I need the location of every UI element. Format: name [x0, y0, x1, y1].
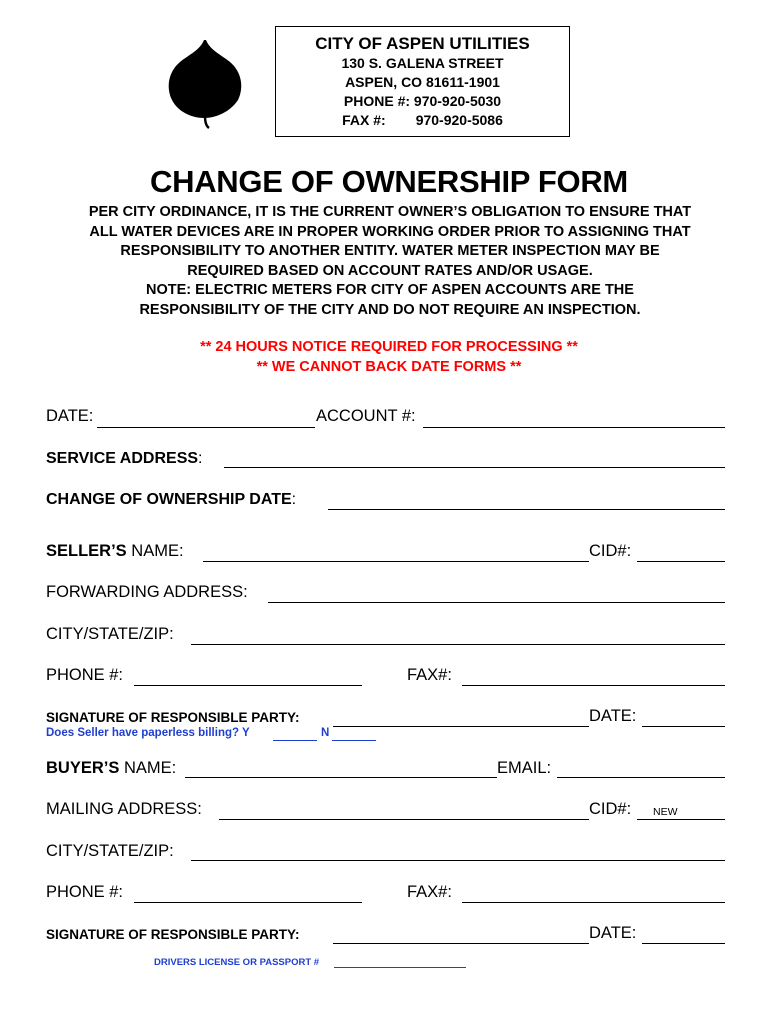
- seller-signature-field[interactable]: [333, 726, 589, 727]
- fax-label: FAX #:: [342, 112, 386, 128]
- service-address-field[interactable]: [224, 467, 725, 468]
- seller-phone-field[interactable]: [134, 685, 362, 686]
- buyer-name-label: [46, 759, 176, 778]
- account-label: ACCOUNT #:: [316, 407, 416, 425]
- buyer-signature-field[interactable]: [333, 943, 589, 944]
- notice-24-hours: ** 24 HOURS NOTICE REQUIRED FOR PROCESSING **: [200, 339, 578, 355]
- buyer-sig-date-label: DATE:: [589, 924, 637, 942]
- fax-number: 970-920-5086: [415, 112, 503, 128]
- buyer-email-label: EMAIL:: [497, 759, 552, 777]
- buyer-name-text: NAME:: [119, 759, 177, 777]
- paperless-yes-field[interactable]: [273, 740, 317, 741]
- buyer-cid-value: NEW: [653, 806, 678, 818]
- date-label: DATE:: [46, 407, 94, 425]
- seller-sig-date-label: DATE:: [589, 707, 637, 725]
- paperless-n-label: N: [321, 727, 330, 739]
- ordinance-line: REQUIRED BASED ON ACCOUNT RATES AND/OR USAGE.: [187, 262, 593, 279]
- seller-city-field[interactable]: [191, 644, 725, 645]
- mailing-address-label: MAILING ADDRESS:: [46, 800, 202, 818]
- buyer-label-bold: BUYER’S: [46, 759, 120, 777]
- forwarding-address-label: FORWARDING ADDRESS:: [46, 583, 248, 601]
- seller-name-text: NAME:: [126, 542, 184, 560]
- service-address-colon: :: [198, 450, 203, 467]
- seller-city-label: CITY/STATE/ZIP:: [46, 625, 174, 643]
- ordinance-line: RESPONSIBILITY TO ANOTHER ENTITY. WATER METER INSPECTION MAY BE: [120, 243, 660, 259]
- notice-no-backdate: ** WE CANNOT BACK DATE FORMS **: [256, 358, 522, 375]
- seller-phone-label: PHONE #:: [46, 666, 124, 684]
- buyer-name-field[interactable]: [185, 777, 497, 778]
- ordinance-text: [40, 203, 740, 320]
- aspen-leaf-icon: [160, 38, 250, 130]
- paperless-question: Does Seller have paperless billing? Y: [46, 727, 250, 739]
- forwarding-address-field[interactable]: [268, 602, 725, 603]
- ordinance-line: RESPONSIBILITY OF THE CITY AND DO NOT REQUIRE AN INSPECTION.: [139, 301, 641, 318]
- seller-label-bold: SELLER’S: [46, 542, 127, 560]
- license-label: DRIVERS LICENSE OR PASSPORT #: [154, 957, 320, 968]
- change-date-field[interactable]: [328, 509, 725, 510]
- buyer-city-label: CITY/STATE/ZIP:: [46, 842, 174, 860]
- ordinance-line: PER CITY ORDINANCE, IT IS THE CURRENT OWNER’S OBLIGATION TO ENSURE THAT: [88, 204, 692, 220]
- change-date-label: [46, 491, 296, 509]
- mailing-address-field[interactable]: [219, 819, 589, 820]
- buyer-city-field[interactable]: [191, 860, 725, 861]
- fax-line: [276, 111, 569, 130]
- change-date-colon: :: [291, 491, 297, 508]
- service-address-text: SERVICE ADDRESS: [46, 450, 199, 467]
- license-field[interactable]: [334, 967, 466, 968]
- seller-name-label: [46, 542, 184, 561]
- buyer-signature-label: SIGNATURE OF RESPONSIBLE PARTY:: [46, 927, 300, 942]
- ordinance-line: ALL WATER DEVICES ARE IN PROPER WORKING ORDER PRIOR TO ASSIGNING THAT: [89, 223, 691, 240]
- ordinance-line: NOTE: ELECTRIC METERS FOR CITY OF ASPEN ACCOUNTS ARE THE: [146, 282, 634, 298]
- phone-line: PHONE #: 970-920-5030: [343, 93, 502, 109]
- buyer-phone-field[interactable]: [134, 902, 362, 903]
- seller-signature-label: SIGNATURE OF RESPONSIBLE PARTY:: [46, 710, 300, 725]
- buyer-cid-field[interactable]: [637, 819, 725, 820]
- buyer-fax-field[interactable]: [462, 902, 725, 903]
- date-field[interactable]: [97, 427, 315, 428]
- buyer-cid-label: CID#:: [589, 800, 632, 818]
- buyer-sig-date-field[interactable]: [642, 943, 725, 944]
- seller-fax-field[interactable]: [462, 685, 725, 686]
- notices: [0, 338, 770, 377]
- buyer-phone-label: PHONE #:: [46, 883, 124, 901]
- paperless-no-field[interactable]: [332, 740, 376, 741]
- account-field[interactable]: [423, 427, 725, 428]
- seller-fax-label: FAX#:: [407, 666, 452, 684]
- seller-sig-date-field[interactable]: [642, 726, 725, 727]
- form-title: CHANGE OF OWNERSHIP FORM: [150, 164, 628, 199]
- seller-cid-field[interactable]: [637, 561, 725, 562]
- utility-header: [275, 26, 570, 137]
- buyer-email-field[interactable]: [557, 777, 725, 778]
- org-name: CITY OF ASPEN UTILITIES: [315, 34, 530, 53]
- city-line: ASPEN, CO 81611-1901: [345, 74, 500, 90]
- change-date-text: CHANGE OF OWNERSHIP DATE: [46, 491, 292, 508]
- seller-name-field[interactable]: [203, 561, 589, 562]
- buyer-fax-label: FAX#:: [407, 883, 452, 901]
- street-address: 130 S. GALENA STREET: [341, 55, 504, 71]
- seller-cid-label: CID#:: [589, 542, 632, 560]
- service-address-label: [46, 450, 203, 468]
